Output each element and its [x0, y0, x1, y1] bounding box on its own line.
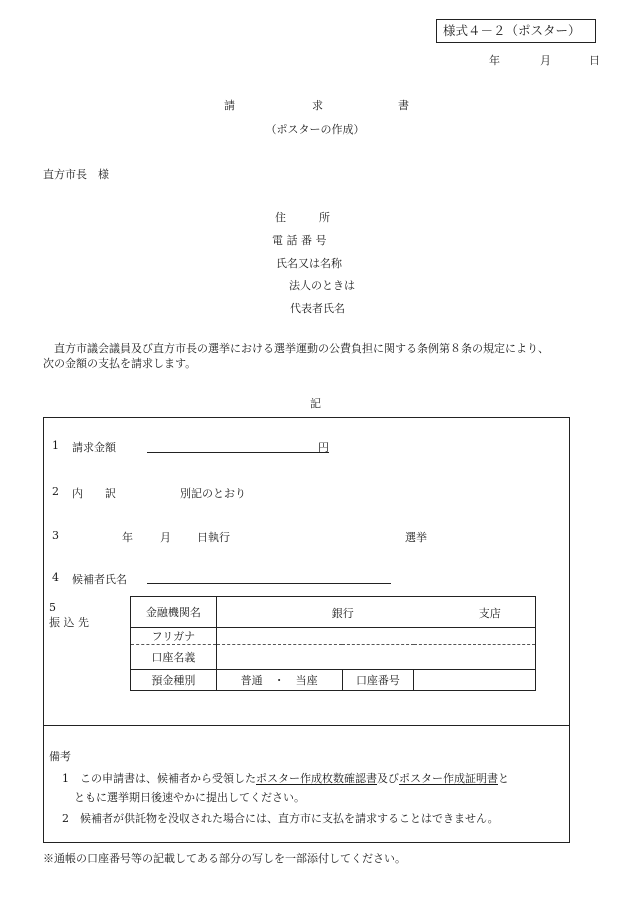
- applicant-corp-label: 法人のときは: [289, 279, 355, 292]
- account-number-field[interactable]: [414, 670, 536, 691]
- bank-name-label: 金融機関名: [131, 597, 217, 628]
- title-char-1: 請: [224, 99, 235, 112]
- date-day: 日: [589, 54, 600, 67]
- item3-year: 年: [122, 531, 133, 544]
- branch-suffix: 支店: [478, 607, 501, 620]
- item4-number: 4: [52, 571, 59, 584]
- applicant-phone-label: 電 話 番 号: [272, 234, 327, 247]
- account-number-label: 口座番号: [342, 670, 414, 691]
- applicant-address-label: 住 所: [275, 211, 330, 224]
- form-number: 様式４－２（ポスター）: [443, 23, 581, 38]
- furigana-label: フリガナ: [131, 628, 217, 645]
- item5-label: 振 込 先: [49, 616, 89, 629]
- note-1-line-2: ともに選挙期日後速やかに提出してください。: [74, 791, 305, 804]
- notes-divider: [43, 725, 570, 726]
- notes-title: 備考: [49, 750, 71, 763]
- account-type-label: 預金種別: [131, 670, 217, 691]
- note-2: [62, 810, 499, 826]
- item5-number: 5: [49, 601, 56, 614]
- note-1-text-end: と: [498, 772, 509, 785]
- applicant-name-label: 氏名又は名称: [276, 257, 342, 270]
- item2-number: 2: [52, 485, 59, 498]
- note-1: [62, 770, 509, 786]
- amount-unit: 円: [318, 441, 329, 454]
- item3-month: 月: [160, 531, 171, 544]
- applicant-rep-label: 代表者氏名: [290, 302, 345, 315]
- item4-label: 候補者氏名: [72, 573, 127, 586]
- title-char-3: 書: [398, 99, 409, 112]
- item3-day-exec: 日執行: [197, 531, 230, 544]
- form-number-box: [436, 19, 596, 43]
- account-type-options[interactable]: 普通 ・ 当座: [216, 670, 342, 691]
- date-month: 月: [540, 54, 551, 67]
- item3-number: 3: [52, 529, 59, 542]
- note-1-number: 1: [62, 772, 69, 785]
- title-sub: （ポスターの作成）: [265, 123, 365, 136]
- note-2-number: 2: [62, 812, 69, 825]
- amount-underline: [147, 452, 329, 453]
- item3-suffix: 選挙: [405, 531, 427, 544]
- bank-name-field[interactable]: [216, 597, 535, 628]
- date-year: 年: [489, 54, 500, 67]
- candidate-underline: [147, 583, 391, 584]
- body-text-line-1: 直方市議会議員及び直方市長の選挙における選挙運動の公費負担に関する条例第８条の規定により、: [43, 342, 549, 355]
- note-2-text: 候補者が供託物を没収された場合には、直方市に支払を請求することはできません。: [80, 812, 499, 825]
- addressee: 直方市長 様: [43, 168, 109, 181]
- holder-label: 口座名義: [131, 645, 217, 670]
- title-char-2: 求: [312, 99, 323, 112]
- furigana-field[interactable]: [216, 628, 535, 645]
- note-1-doc-2: ポスター作成証明書: [399, 772, 498, 785]
- item1-label: 請求金額: [72, 441, 116, 454]
- note-1-text-a: この申請書は、候補者から受領した: [80, 772, 256, 785]
- footnote: ※通帳の口座番号等の記載してある部分の写しを一部添付してください。: [43, 852, 406, 865]
- holder-field[interactable]: [216, 645, 535, 670]
- item2-value: 別記のとおり: [180, 487, 246, 500]
- item2-label: 内 訳: [72, 487, 116, 500]
- body-text-line-2: 次の金額の支払を請求します。: [43, 357, 197, 370]
- item1-number: 1: [52, 439, 59, 452]
- bank-account-table: [130, 596, 536, 691]
- note-1-text-mid: 及び: [377, 772, 399, 785]
- note-1-doc-1: ポスター作成枚数確認書: [256, 772, 377, 785]
- ki-label: 記: [310, 397, 321, 410]
- bank-suffix: 銀行: [331, 607, 354, 620]
